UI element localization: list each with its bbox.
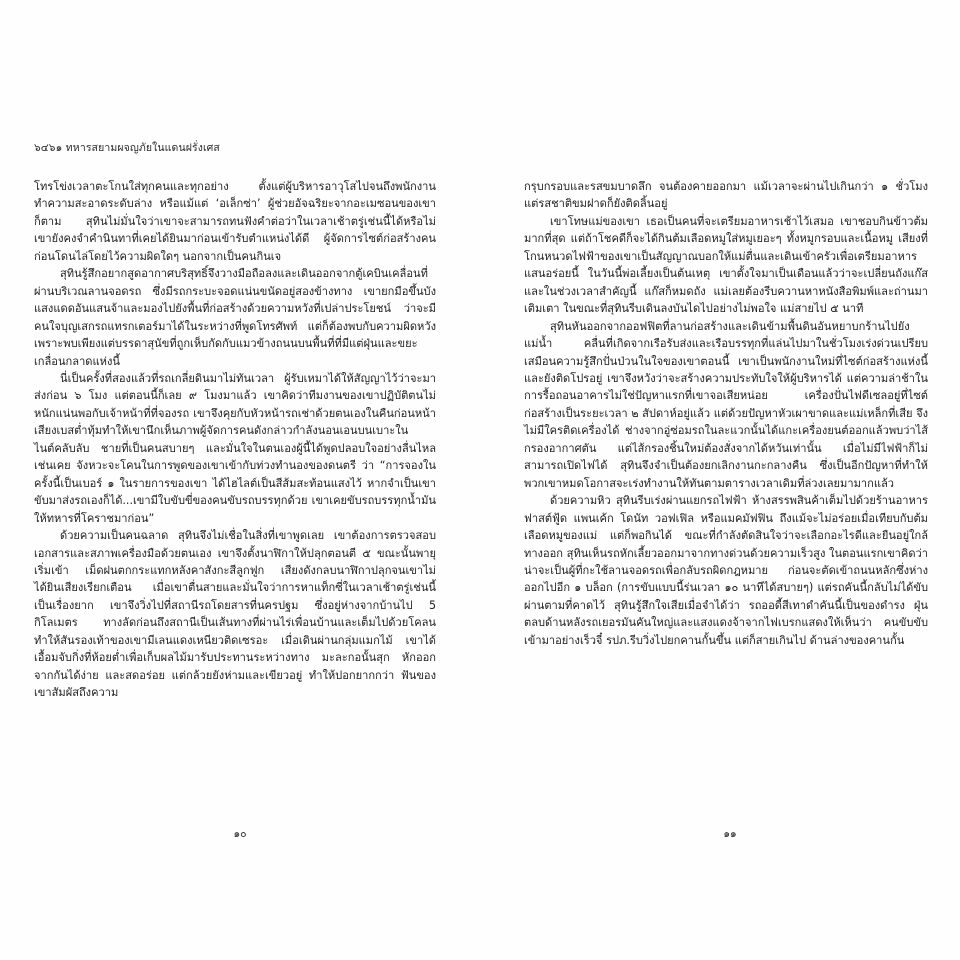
paragraph: ด้วยความเป็นคนฉลาด สุทินจึงไม่เชื่อในสิ่งที่เขาพูดเลย เขาต้องการตรวจสอบเอกสารและสภาพเครื่องมือด้วยตนเอง เขาจึงตั้งนาฬิกาให้ปลุกตอนตี ๕ ขณะนั้นพายุเริ่มเข้า เม็ดฝนตกกระแทกหลังคาสังกะสีลูกฟูก เสียงดังกลบนาฬิกาปลุกจนเขาไม่ได้ยินเสียงเรียกเตือน เมื่อเขาตื่นสายและมั่นใจว่าการหาแท็กซี่ในเวลาเช้าตรู่เช่นนี้เป็นเรื่องยาก เขาจึงวิ่งไปที่สถานีรถโดยสารที่นครปฐม ซึ่งอยู่ห่างจากบ้านไป 5 กิโลเมตร ทางลัดก่อนถึงสถานีเป็นเส้นทางที่ผ่านไร่เพื่อนบ้านและเต็มไปด้วยโคลน ทำให้สันรองเท้าของเขามีเลนแดงเหนียวติดเซรอะ เมื่อเดินผ่านกลุ่มแมกไม้ เขาได้เอื้อมจับกิ่งที่ห้อยต่ำเพื่อเก็บผลไม้มารับประทานระหว่างทาง มะละกอนั้นสุก หักออกจากกันได้ง่าย และสดอร่อย แต่กล้วยยังห่ามและเขียวอยู่ ทำให้ปอกยากกว่า ฟันของเขาสัมผัสถึงความ bbox=[34, 529, 436, 700]
paragraph: โทรโข่งเวลาตะโกนใส่ทุกคนและทุกอย่าง ตั้งแต่ผู้บริหารอาวุโสไปจนถึงพนักงานทำความสะอาดระดับล่าง หรือแม้แต่ ‘อเล็กซ่า’ ผู้ช่วยอัจฉริยะจากอะเมซอนของเขาก็ตาม สุทินไม่มั่นใจว่าเขาจะสามารถทนฟังคำต่อว่าในเวลาเช้าตรู่เช่นนี้ได้หรือไม่ เขายังคงจำคำนินทาที่เคยได้ยินมาก่อนเข้ารับตำแหน่งได้ดี ผู้จัดการไซต์ก่อสร้างคนก่อนโดนไล่โดยไว้ความผิดใดๆ นอกจากเป็นคนกินเจ bbox=[34, 180, 436, 263]
left-running-head: ๖๔๖๑ ทหารสยามผจญภัยในแดนฝรั่งเศส bbox=[34, 142, 220, 154]
left-page-number: ๑๐ bbox=[233, 828, 247, 840]
left-body-column bbox=[34, 178, 436, 702]
paragraph: กรุบกรอบและรสขมบาดลึก จนต้องคายออกมา แม้เวลาจะผ่านไปเกินกว่า ๑ ชั่วโมง แต่รสชาติขมฝาดก็ยังติดลิ้นอยู่ bbox=[524, 180, 928, 211]
paragraph: นี่เป็นครั้งที่สองแล้วที่รถเกลี่ยดินมาไม่ทันเวลา ผู้รับเหมาได้ให้สัญญาไว้ว่าจะมาส่งก่อน ๖ โมง แต่ตอนนี้ก็เลย ๙ โมงมาแล้ว เขาคิดว่าทีมงานของเขาปฏิบัติตนไม่หนักแน่นพอกับเจ้าหน้าที่ที่จองรถ เขาจึงคุยกับหัวหน้ารถเช่าด้วยตนเองในคืนก่อนหน้า เสียงเบสต่ำทุ้มทำให้เขานึกเห็นภาพผู้จัดการคนดังกล่าวกำลังนอนเอนบนเบาะในไนต์คลับลับ ชายที่เป็นคนสบายๆ และมั่นใจในตนเองผู้นี้ได้พูดปลอบใจอย่างลื่นไหลเช่นเคย จังหวะจะโคนในการพูดของเขาเข้ากับท่วงทำนองของดนตรี ว่า “การจองในครั้งนี้เป็นเบอร์ ๑ ในรายการของเขา ได้ไฮไลต์เป็นสีส้มสะท้อนแสงไว้ หากจำเป็นเขาขับมาส่งรถเองก็ได้...เขามีใบขับขี่ของคนขับรถบรรทุกด้วย เขาเคยขับรถบรรทุกน้ำมันให้ทหารที่โคราชมาก่อน” bbox=[34, 371, 436, 525]
paragraph: ด้วยความหิว สุทินรีบเร่งผ่านแยกรถไฟฟ้า ห้างสรรพสินค้าเต็มไปด้วยร้านอาหารฟาสต์ฟู้ด แพนเค้ก โดนัท วอฟเฟิล หรือแมคมัฟฟิน ถึงแม้จะไม่อร่อยเมื่อเทียบกับต้มเลือดหมูของแม่ แต่ก็พอกินได้ ขณะที่กำลังตัดสินใจว่าจะเลือกอะไรดีและยืนอยู่ใกล้ทางออก สุทินเห็นรถหักเลี้ยวออกมาจากทางด่วนด้วยความเร็วสูง ในตอนแรกเขาคิดว่าน่าจะเป็นผู้ที่กะใช้ลานจอดรถเพื่อกลับรถผิดกฎหมาย ก่อนจะตัดเข้าถนนหลักซึ่งห่างออกไปอีก ๑ บล็อก (การขับแบบนี้ร่นเวลา ๑๐ นาทีได้สบายๆ) แต่รถคันนี้กลับไม่ได้ขับผ่านตามที่คาดไว้ สุทินรู้สึกใจเสียเมื่อจำได้ว่า รถออดี้สีเทาดำคันนี้เป็นของดำรง ฝุ่นตลบด้านหลังรถเยอรมันคันใหญ่และแสงแดงจ้าจากไฟเบรกแสดงให้เห็นว่า คนขับขับเข้ามาอย่างเร็วจี๋ รปภ.รีบวิ่งไปยกคานกั้นขึ้น แต่ก็สายเกินไป ด้านล่างของคานกั้น bbox=[524, 494, 928, 647]
paragraph: สุทินรู้สึกอยากสูดอากาศบริสุทธิ์จึงวางมือถือลงและเดินออกจากตู้เคบินเคลื่อนที่ ผ่านบริเวณลานจอดรถ ซึ่งมีรถกระบะจอดแน่นขนัดอยู่สองข้างทาง เขายกมือขึ้นบังแสงแดดอันแสนจ้าและมองไปยังพื้นที่ก่อสร้างด้วยความหวังที่เปล่าประโยชน์ ว่าจะมีคนใจบุญเสกรถแทรกเตอร์มาได้ในระหว่างที่พูดโทรศัพท์ แต่ก็ต้องพบกับความผิดหวัง เพราะพบเพียงแต่บรรดาสุนัขที่ถูกเห็บกัดกับแมวข้างถนนบนพื้นที่ที่มีแต่ฝุ่นและขยะเกลื่อนกลาดแห่งนี้ bbox=[34, 267, 436, 368]
paragraph: สุทินหันออกจากออฟฟิตที่ลานก่อสร้างและเดินข้ามพื้นดินอันหยาบกร้านไปยังแม่น้ำ คลื่นที่เกิดจากเรือรับส่งและเรือบรรทุกที่แล่นไปมาในชั่วโมงเร่งด่วนเปรียบเสมือนความรู้สึกปั่นป่วนในใจของเขาตอนนี้ เขาเป็นพนักงานใหม่ที่ไซต์ก่อสร้างแห่งนี้และยังติดโปรอยู่ เขาจึงหวังว่าจะสร้างความประทับใจให้ผู้บริหารได้ แต่ความล่าช้าในการรื้อถอนอาคารไม่ใช่ปัญหาแรกที่เขาจอเสียหน่อย เครื่องปั่นไฟดีเซลอยู่ที่ไซต์ก่อสร้างเป็นระยะเวลา ๒ สัปดาห์อยู่แล้ว แต่ด้วยปัญหาหัวเผาขาดและแม่เหล็กที่เสีย จึงไม่มีใครติดเครื่องได้ ช่างจากอู่ซ่อมรถในละแวกนั้นได้แกะเครื่องยนต์ออกแล้วพบว่าไส้กรองอากาศตัน แต่ไส้กรองชิ้นใหม่ต้องสั่งจากได้หวันเท่านั้น เมื่อไม่มีไฟฟ้าก็ไม่สามารถเปิดไฟได้ สุทินจึงจำเป็นต้องยกเลิกงานกะกลางคืน ซึ่งเป็นอีกปัญหาที่ทำให้พวกเขาหมดโอกาสจะเร่งทำงานให้ทันตามตารางเวลาเดิมที่ล่วงเลยมามากแล้ว bbox=[524, 319, 929, 490]
right-page bbox=[480, 0, 960, 960]
right-page-number: ๑๑ bbox=[723, 828, 737, 840]
paragraph: เขาโทษแม่ของเขา เธอเป็นคนที่จะเตรียมอาหารเช้าไว้เสมอ เขาชอบกินข้าวต้มมากที่สุด แต่ถ้าโชคดีก็จะได้กินต้มเลือดหมูใส่หมูเยอะๆ ทั้งหมูกรอบและเนื้อหมู เสียงที่โกนหนวดไฟฟ้าของเขาเป็นสัญญาณบอกให้แม่ตื่นและเดินเข้าครัวเพื่อเตรียมอาหารแสนอร่อยนี้ ในวันนี้พ่อเลี้ยงเป็นต้นเหตุ เขาตั้งใจมาเป็นเดือนแล้วว่าจะเปลี่ยนถังแก๊ส และในช่วงเวลาสำคัญนี้ แก๊สก็หมดถัง แม่เลยต้องรีบควานหาหนังสือพิมพ์และถ่านมาเติมเตา ในขณะที่สุทินรีบเดินลงบันไดไปอย่างไม่พอใจ แม่สายไป ๕ นาที bbox=[524, 214, 928, 316]
right-running-head bbox=[524, 140, 928, 162]
right-body-column bbox=[524, 178, 928, 649]
